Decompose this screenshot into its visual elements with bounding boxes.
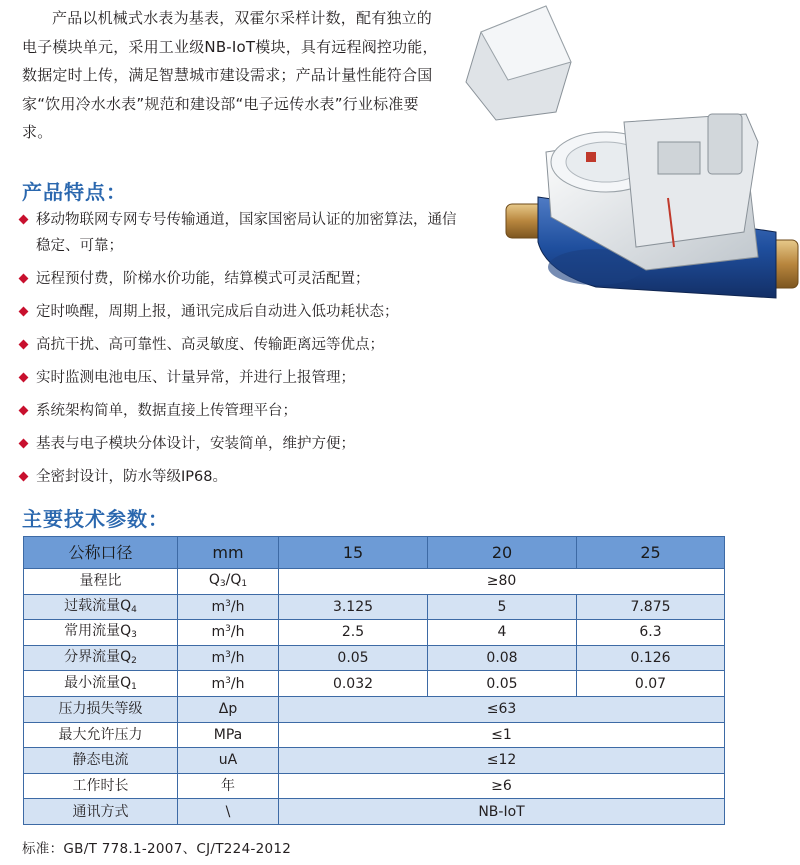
table-row bbox=[24, 748, 725, 774]
specs-title: 主要技术参数： bbox=[22, 507, 169, 531]
water-meter-image bbox=[446, 2, 800, 308]
param-unit: MPa bbox=[178, 722, 279, 748]
bullet-icon bbox=[19, 274, 29, 284]
param-value: ≤1 bbox=[279, 722, 725, 748]
param-value: 0.032 bbox=[279, 671, 428, 697]
header-cell: 15 bbox=[279, 537, 428, 569]
param-unit: Q3/Q1 bbox=[178, 569, 279, 595]
param-unit: $m^3/h$ bbox=[178, 594, 279, 620]
param-unit: $m^3/h$ bbox=[178, 671, 279, 697]
param-value: 0.126 bbox=[577, 645, 725, 671]
table-row bbox=[24, 620, 725, 646]
param-name: 静态电流 bbox=[24, 748, 178, 774]
param-unit: \ bbox=[178, 799, 279, 825]
feature-item: 远程预付费，阶梯水价功能，结算模式可灵活配置； bbox=[18, 266, 458, 292]
table-row bbox=[24, 645, 725, 671]
param-value: 3.125 bbox=[279, 594, 428, 620]
table-row bbox=[24, 594, 725, 620]
bullet-icon bbox=[19, 215, 29, 225]
param-value: 0.08 bbox=[428, 645, 577, 671]
param-name: 分界流量Q2 bbox=[24, 645, 178, 671]
param-unit: $m^3/h$ bbox=[178, 645, 279, 671]
param-name: 工作时长 bbox=[24, 773, 178, 799]
param-name: 通讯方式 bbox=[24, 799, 178, 825]
bullet-icon bbox=[19, 439, 29, 449]
features-title: 产品特点： bbox=[22, 180, 127, 204]
param-value: 6.3 bbox=[577, 620, 725, 646]
feature-list bbox=[18, 207, 458, 497]
bullet-icon bbox=[19, 307, 29, 317]
header-cell: 20 bbox=[428, 537, 577, 569]
param-unit: Δp bbox=[178, 696, 279, 722]
header-cell: mm bbox=[178, 537, 279, 569]
param-unit: uA bbox=[178, 748, 279, 774]
param-value: NB-IoT bbox=[279, 799, 725, 825]
bullet-icon bbox=[19, 340, 29, 350]
feature-item: 实时监测电池电压、计量异常，并进行上报管理； bbox=[18, 365, 458, 391]
param-name: 最小流量Q1 bbox=[24, 671, 178, 697]
param-value: ≤63 bbox=[279, 696, 725, 722]
spec-table bbox=[23, 536, 725, 825]
bullet-icon bbox=[19, 406, 29, 416]
feature-item: 移动物联网专网专号传输通道，国家国密局认证的加密算法，通信稳定、可靠； bbox=[18, 207, 458, 259]
param-value: 0.05 bbox=[428, 671, 577, 697]
table-row bbox=[24, 773, 725, 799]
table-row bbox=[24, 671, 725, 697]
param-name: 最大允许压力 bbox=[24, 722, 178, 748]
product-intro-text: 产品以机械式水表为基表，双霍尔采样计数，配有独立的电子模块单元，采用工业级NB-IoT模块，具有远程阀控功能，数据定时上传，满足智慧城市建设需求；产品计量性能符合国家“饮用冷水水表”规范和建设部“电子远传水表”行业标准要求。 bbox=[22, 9, 438, 141]
header-cell: 25 bbox=[577, 537, 725, 569]
param-value: ≥80 bbox=[279, 569, 725, 595]
table-row bbox=[24, 569, 725, 595]
param-value: ≥6 bbox=[279, 773, 725, 799]
param-value: 0.05 bbox=[279, 645, 428, 671]
param-value: ≤12 bbox=[279, 748, 725, 774]
feature-item: 系统架构简单，数据直接上传管理平台； bbox=[18, 398, 458, 424]
standard-note: 标准：GB/T 778.1-2007、CJ/T224-2012 bbox=[22, 841, 292, 857]
param-value: 2.5 bbox=[279, 620, 428, 646]
product-intro bbox=[22, 4, 442, 147]
bullet-icon bbox=[19, 373, 29, 383]
param-name: 压力损失等级 bbox=[24, 696, 178, 722]
header-cell: 公称口径 bbox=[24, 537, 178, 569]
feature-item: 高抗干扰、高可靠性、高灵敏度、传输距离远等优点； bbox=[18, 332, 458, 358]
table-row bbox=[24, 696, 725, 722]
bullet-icon bbox=[19, 472, 29, 482]
feature-item: 基表与电子模块分体设计，安装简单，维护方便； bbox=[18, 431, 458, 457]
param-value: 0.07 bbox=[577, 671, 725, 697]
table-header-row bbox=[24, 537, 725, 569]
feature-item: 全密封设计，防水等级IP68。 bbox=[18, 464, 458, 490]
param-unit: $m^3/h$ bbox=[178, 620, 279, 646]
param-name: 常用流量Q3 bbox=[24, 620, 178, 646]
param-unit: 年 bbox=[178, 773, 279, 799]
table-row bbox=[24, 722, 725, 748]
param-name: 过载流量Q4 bbox=[24, 594, 178, 620]
table-row bbox=[24, 799, 725, 825]
param-value: 7.875 bbox=[577, 594, 725, 620]
feature-item: 定时唤醒，周期上报，通讯完成后自动进入低功耗状态； bbox=[18, 299, 458, 325]
param-name: 量程比 bbox=[24, 569, 178, 595]
param-value: 4 bbox=[428, 620, 577, 646]
param-value: 5 bbox=[428, 594, 577, 620]
